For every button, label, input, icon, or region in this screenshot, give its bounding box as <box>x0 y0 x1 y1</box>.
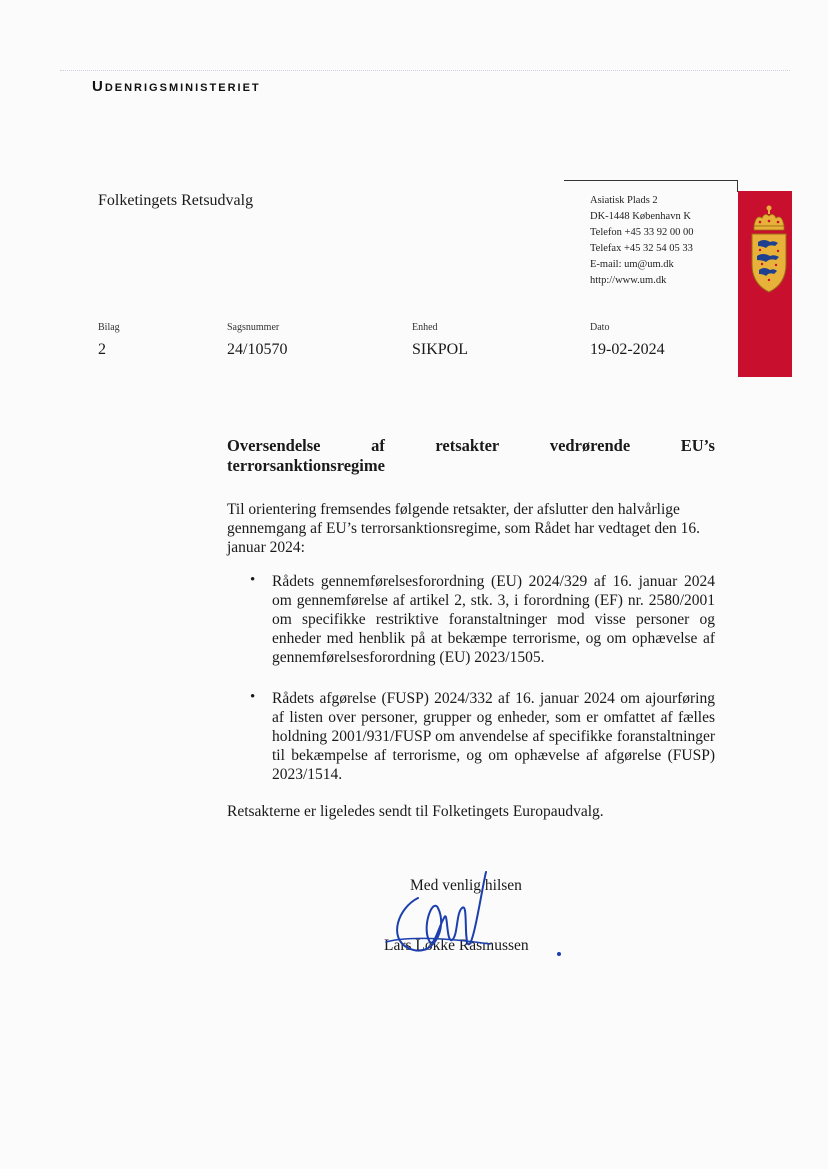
ministry-letterhead: Udenrigsministeriet <box>92 78 261 95</box>
closing-paragraph: Retsakterne er ligeledes sendt til Folketingets Europaudvalg. <box>227 803 604 820</box>
intro-paragraph: Til orientering fremsendes følgende retsakter, der afslutter den halvårlige gennemgang af EU’s terrorsanktionsregime, som Rådet har vedtaget den 16. januar 2024: <box>227 501 701 556</box>
dato-label: Dato <box>590 322 610 333</box>
sagsnummer-label: Sagsnummer <box>227 322 280 333</box>
address-phone: Telefon +45 33 92 00 00 <box>590 227 694 238</box>
signer-name: Lars Løkke Rasmussen <box>384 937 529 954</box>
bilag-value: 2 <box>98 341 106 358</box>
handwritten-signature <box>378 868 498 964</box>
subject-heading <box>227 436 715 476</box>
sagsnummer-value: 24/10570 <box>227 341 288 358</box>
recipient: Folketingets Retsudvalg <box>98 192 254 209</box>
ink-dot <box>557 952 561 956</box>
bullet-icon: • <box>250 572 256 588</box>
list-item: Rådets gennemførelsesforordning (EU) 2024/329 af 16. januar 2024 om gennemførelse af artikel 2, stk. 3, i forordning (EF) nr. 2580/2001 om specifikke restriktive foranstaltninger mod visse personer og enheder med henblik på at bekæmpe terrorisme, og om ophævelse af gennemførelsesforordning (EU) 2023/1505. <box>272 573 715 666</box>
list-item: Rådets afgørelse (FUSP) 2024/332 af 16. januar 2024 om ajourføring af listen over personer, grupper og enheder, som er omfattet af fælles holdning 2001/931/FUSP om anvendelse af specifikke foranstaltninger til bekæmpelse af terrorisme, og om ophævelse af afgørelse (FUSP) 2023/1514. <box>272 690 715 783</box>
greeting: Med venlig hilsen <box>410 877 522 894</box>
bullet-icon: • <box>250 689 256 705</box>
scan-dotted-line <box>60 70 790 73</box>
enhed-value: SIKPOL <box>412 341 469 358</box>
address-website: http://www.um.dk <box>590 275 667 286</box>
address-line: DK-1448 København K <box>590 211 691 222</box>
address-block <box>590 193 693 289</box>
address-email: E-mail: um@um.dk <box>590 259 674 270</box>
royal-coat-of-arms-icon <box>748 204 790 294</box>
subject-word: Oversendelse <box>227 436 321 455</box>
bilag-label: Bilag <box>98 322 120 333</box>
address-fax: Telefax +45 32 54 05 33 <box>590 243 693 254</box>
subject-word: vedrørende <box>549 436 631 455</box>
enhed-label: Enhed <box>412 322 438 333</box>
subject-word: EU’s <box>680 436 715 455</box>
subject-word: retsakter <box>435 436 500 455</box>
subject-word: af <box>371 436 385 455</box>
address-divider <box>564 180 738 181</box>
dato-value: 19-02-2024 <box>590 341 665 358</box>
subject-line-2: terrorsanktionsregime <box>227 456 385 475</box>
address-line: Asiatisk Plads 2 <box>590 195 658 206</box>
